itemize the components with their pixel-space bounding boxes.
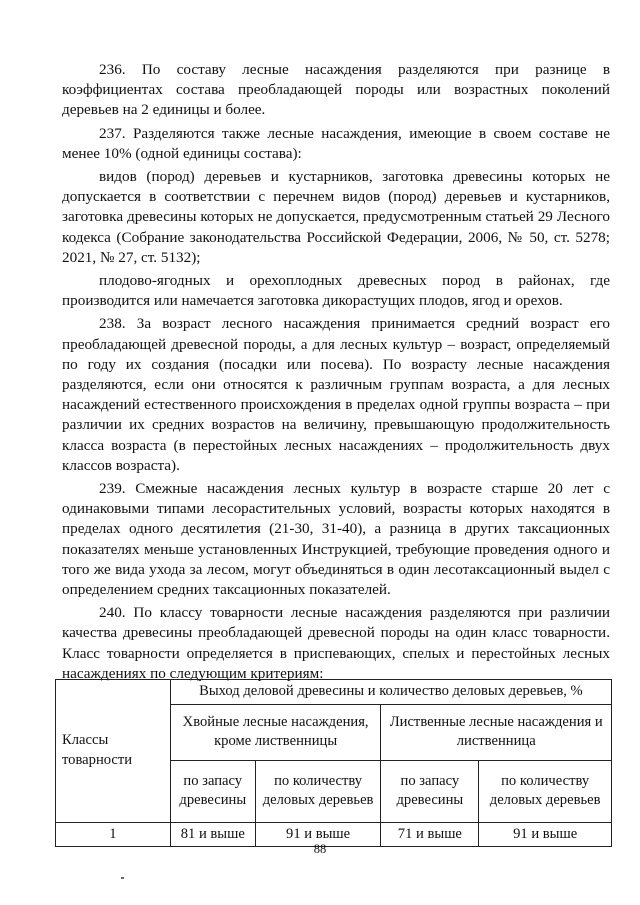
document-body — [62, 60, 610, 687]
paragraph-237-fruit: плодово-ягодных и орехоплодных древесных пород в районах, где производится или намечается заготовка дикорастущих плодов, ягод и орехов. — [62, 272, 610, 310]
class-number-cell: 1 — [56, 822, 171, 847]
scan-speck — [121, 877, 124, 879]
subheader-stock-deciduous: по запасу древесины — [381, 760, 479, 822]
header-output-group: Выход деловой древесины и количество деловых деревьев, % — [170, 680, 611, 705]
header-commodity-classes: Классы товарности — [56, 680, 171, 823]
paragraph-238: 238. За возраст лесного насаждения принимается средний возраст его преобладающей древесной породы, а для лесных культур – возраст, определяемый по году их создания (посадки или посева). По возрасту лесные насаждения разделяются, если они относятся к различным группам возраста, а для лесных насаждений естественного происхождения в пределах одной группы возраста – при различии их средних возрастов на величину, превышающую продолжительность класса возраста (в перестойных лесных насаждениях – продолжительность двух классов возраста). — [62, 315, 610, 474]
paragraph-240: 240. По классу товарности лесные насаждения разделяются при различии качества древесины преобладающей древесной породы на один класс товарности. Класс товарности определяется в приспевающих, спелых и перестойных лесных насаждениях по следующим критериям: — [62, 604, 610, 682]
paragraph-236: 236. По составу лесные насаждения разделяются при разнице в коэффициентах состава преобладающей породы или возрастных поколений деревьев на 2 единицы и более. — [62, 61, 610, 119]
subheader-count-coniferous: по количеству деловых деревьев — [255, 760, 381, 822]
table-cell: 71 и выше — [381, 822, 479, 847]
table-cell: 81 и выше — [170, 822, 255, 847]
header-deciduous: Лиственные лесные насаждения и лиственница — [381, 704, 612, 760]
paragraph-237-species: видов (пород) деревьев и кустарников, заготовка древесины которых не допускается в соответствии с перечнем видов (пород) деревьев и кустарников, заготовка древесины которых не допускается, предусмотренным статьей 29 Лесного кодекса (Собрание законодательства Российской Федерации, 2006, № 50, ст. 5278; 2021, № 27, ст. 5132); — [62, 168, 610, 266]
page-number: 88 — [313, 842, 327, 856]
table-cell: 91 и выше — [479, 822, 612, 847]
paragraph-239: 239. Смежные насаждения лесных культур в возрасте старше 20 лет с одинаковыми типами лесорастительных условий, возрасты которых находятся в пределах одного десятилетия (21-30, 31-40), а разница в других таксационных показателях меньше установленных Инструкцией, требующие проведения одного и того же вида ухода за лесом, могут объединяться в один лесотаксационный выдел с определением средних таксационных показателей. — [62, 480, 610, 599]
subheader-stock-coniferous: по запасу древесины — [170, 760, 255, 822]
paragraph-237: 237. Разделяются также лесные насаждения, имеющие в своем составе не менее 10% (одной единицы состава): — [62, 124, 610, 162]
subheader-count-deciduous: по количеству деловых деревьев — [479, 760, 612, 822]
header-coniferous: Хвойные лесные насаждения, кроме лиственницы — [170, 704, 381, 760]
table-cell: 91 и выше — [255, 822, 381, 847]
commodity-class-table — [55, 679, 612, 847]
